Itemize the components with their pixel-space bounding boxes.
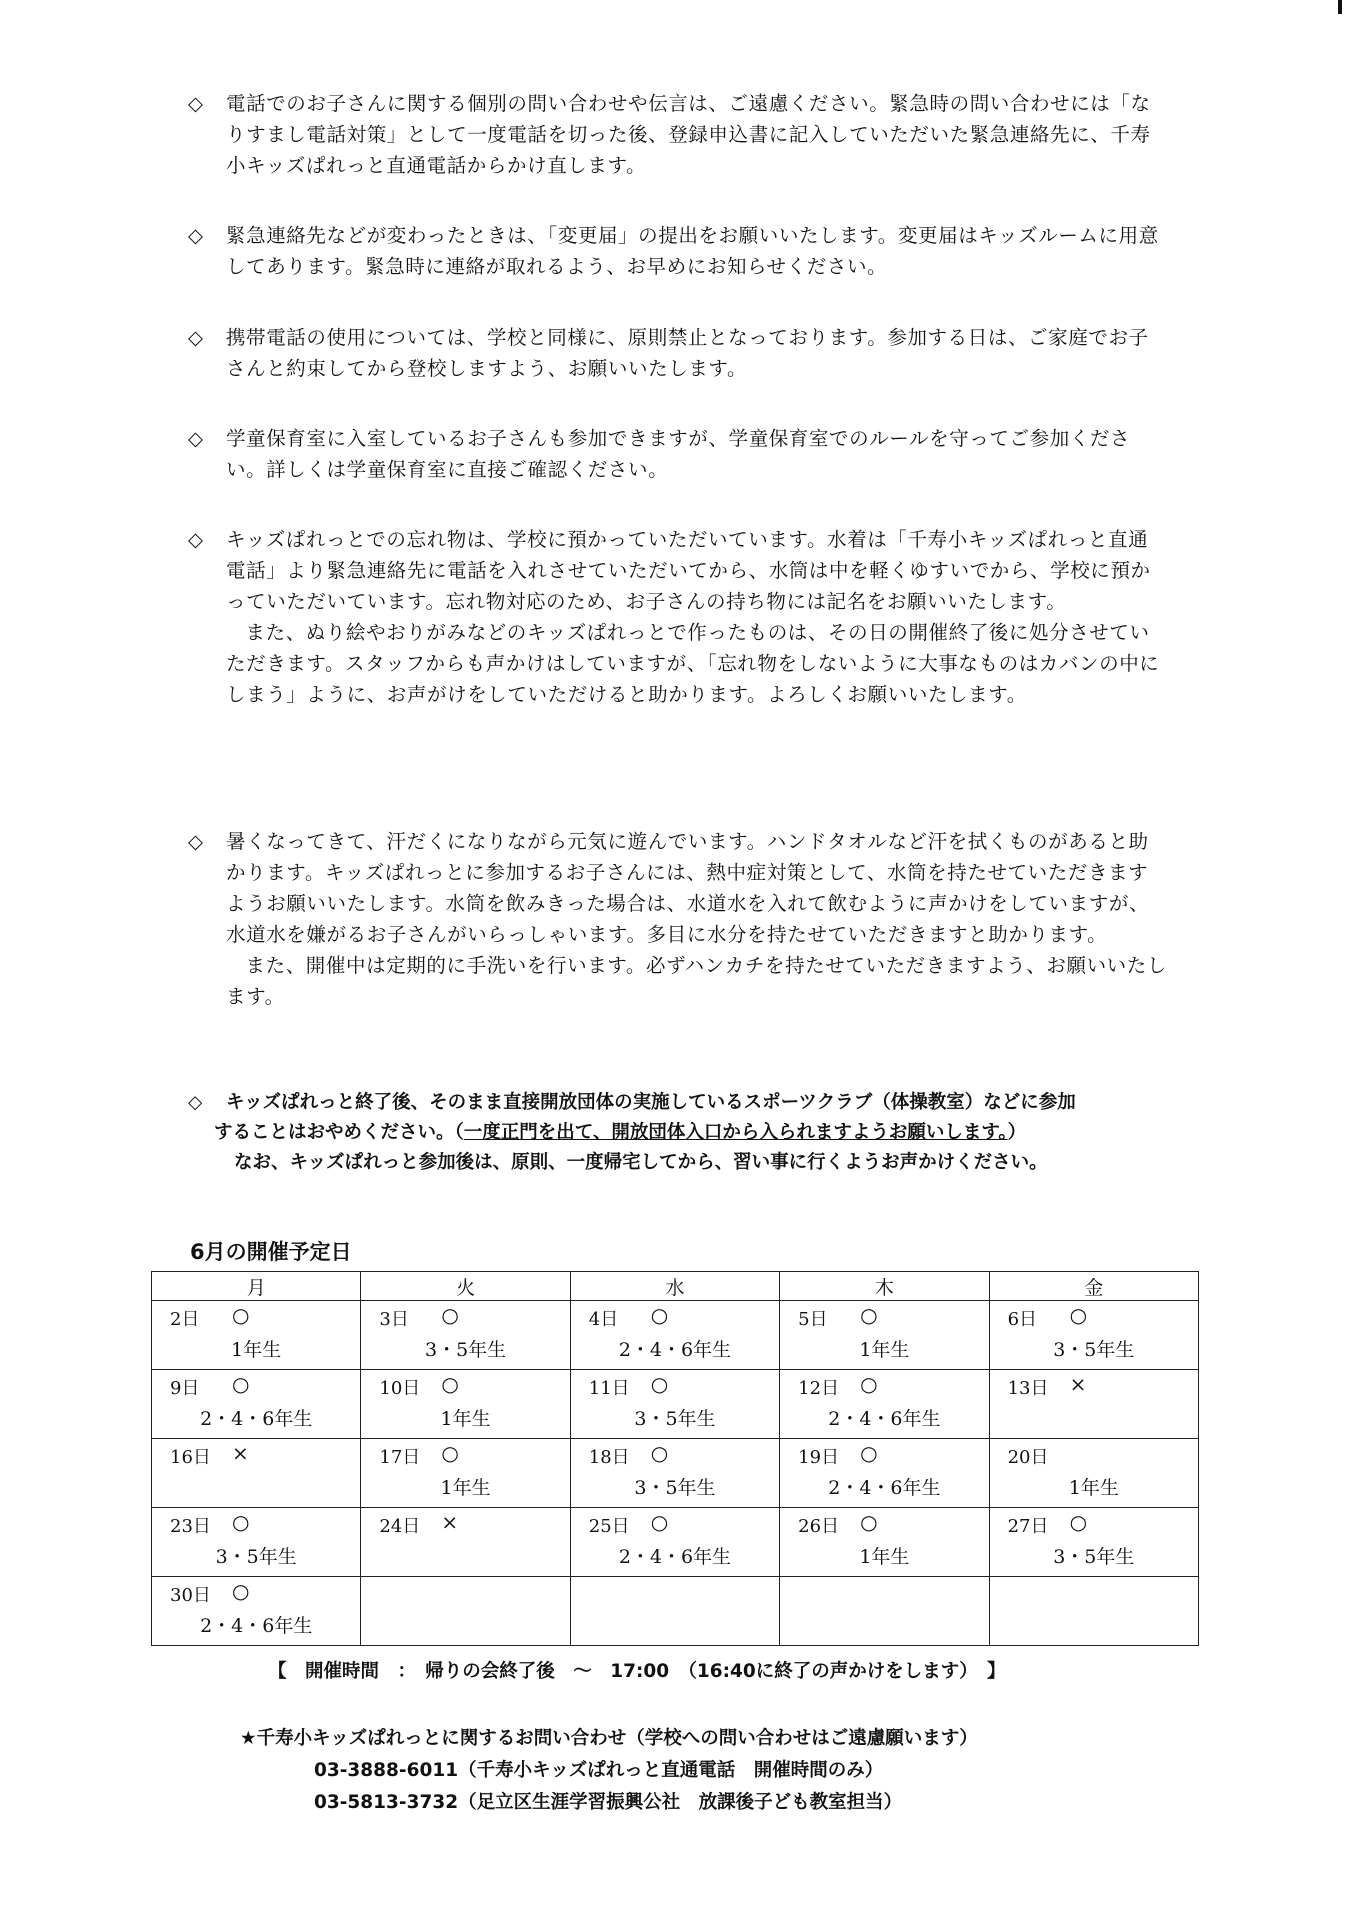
day-grade: 3・5年生 [634,1477,716,1499]
day-status-mark: ○ [860,1510,878,1534]
day-status-mark: ○ [650,1441,669,1465]
schedule-day-cell [361,1439,570,1508]
schedule-day-cell [152,1301,361,1370]
notice-text: また、ぬり絵やおりがみなどのキッズぱれっとで作ったものは、その日の開催終了後に処分させていただきます。スタッフからも声かけはしていますが、「忘れ物をしないように大事なものはカバンの中にしまう」ように、お声がけをしていただけると助かります。よろしくお願いいたします。 [226,621,1160,706]
day-status-mark: ○ [860,1303,878,1327]
bold-notice-text: することはおやめください。（ [214,1122,464,1143]
notice-phone-inquiries [188,88,1168,181]
schedule-table [151,1271,1199,1646]
day-grade: 3・5年生 [1053,1546,1135,1568]
schedule-day-cell [780,1577,989,1646]
day-grade: 3・5年生 [215,1546,297,1568]
day-grade: 3・5年生 [1053,1339,1135,1361]
schedule-day-cell [570,1301,779,1370]
contact-info [240,1723,978,1819]
day-status-mark: ○ [232,1579,250,1603]
day-status-mark: ○ [650,1510,669,1534]
weekday-header: 月 [152,1272,361,1301]
schedule-week-row [152,1301,1199,1370]
day-date: 2日 [170,1309,200,1330]
day-date: 4日 [588,1309,619,1330]
day-date: 19日 [798,1447,840,1468]
day-date: 5日 [798,1309,828,1330]
day-status-mark: ○ [232,1510,250,1534]
diamond-bullet-icon: ◇ [188,1092,203,1113]
notice-text: 暑くなってきて、汗だくになりながら元気に遊んでいます。ハンドタオルなど汗を拭くものがあると助かります。キッズぱれっとに参加するお子さんには、熱中症対策として、水筒を持たせていただきますようお願いいたします。水筒を飲みきった場合は、水道水を入れて飲むように声かけをしていますが、水道水を嫌がるお子さんがいらっしゃいます。多目に水分を持たせていただきますと助かります。 [226,830,1150,946]
day-grade: 1年生 [859,1546,910,1568]
day-status-mark: ○ [441,1441,459,1465]
day-date: 18日 [588,1447,630,1468]
day-date: 10日 [379,1378,421,1399]
schedule-day-cell [780,1439,989,1508]
schedule-day-cell [361,1301,570,1370]
contact-phone-line: 03-3888-6011（千寿小キッズぱれっと直通電話 開催時間のみ） [314,1760,884,1781]
notice-text: 携帯電話の使用については、学校と同様に、原則禁止となっております。参加する日は、ご家庭でお子さんと約束してから登校しますよう、お願いいたします。 [226,326,1149,380]
schedule-day-cell [152,1439,361,1508]
day-date: 12日 [798,1378,840,1399]
schedule-day-cell [989,1577,1198,1646]
day-grade: 2・4・6年生 [200,1408,313,1430]
notice-text: キッズぱれっとでの忘れ物は、学校に預かっていただいています。水着は「千寿小キッズぱれっと直通電話」より緊急連絡先に電話を入れさせていただいてから、水筒は中を軽くゆすいでから、学校に預かっていただいています。忘れ物対応のため、お子さんの持ち物には記名をお願いいたします。 [226,528,1151,613]
day-grade: 2・4・6年生 [618,1339,732,1361]
day-date: 26日 [798,1516,840,1537]
day-date: 13日 [1007,1378,1049,1399]
notice-text: 学童保育室に入室しているお子さんも参加できますが、学童保育室でのルールを守ってご参加ください。詳しくは学童保育室に直接ご確認ください。 [226,427,1131,481]
day-date: 25日 [588,1516,630,1537]
day-date: 24日 [379,1516,421,1537]
notice-text: 緊急連絡先などが変わったときは、「変更届」の提出をお願いいたします。変更届はキッズルームに用意してあります。緊急時に連絡が取れるよう、お早めにお知らせください。 [226,224,1159,278]
diamond-bullet-icon: ◇ [188,528,204,551]
day-grade: 2・4・6年生 [828,1477,941,1499]
notice-text: 電話でのお子さんに関する個別の問い合わせや伝言は、ご遠慮ください。緊急時の問い合わせには「なりすまし電話対策」として一度電話を切った後、登録申込書に記入していただいた緊急連絡先に、千寿小キッズぱれっと直通電話からかけ直します。 [226,92,1151,177]
schedule-day-cell [570,1508,779,1577]
day-date: 6日 [1007,1309,1038,1330]
schedule-day-cell [989,1508,1198,1577]
scan-corner-mark [1338,0,1342,14]
day-status-mark: ○ [860,1441,878,1465]
schedule-day-cell [570,1370,779,1439]
schedule-day-cell [152,1577,361,1646]
bold-notice-line: キッズぱれっと終了後、そのまま直接開放団体の実施しているスポーツクラブ（体操教室）などに参加 [226,1092,1076,1113]
day-status-mark: ○ [1069,1303,1088,1327]
day-status-mark: ○ [441,1372,459,1396]
day-status-mark: × [1069,1372,1087,1396]
diamond-bullet-icon: ◇ [188,326,204,349]
notice-sports-club [188,1088,1188,1178]
day-grade: 1年生 [1068,1477,1119,1499]
weekday-header: 水 [570,1272,779,1301]
schedule-day-cell [780,1508,989,1577]
schedule-day-cell [152,1508,361,1577]
day-date: 30日 [170,1585,211,1606]
schedule-day-cell [989,1301,1198,1370]
day-status-mark: ○ [441,1303,459,1327]
diamond-bullet-icon: ◇ [188,224,204,247]
day-date: 23日 [170,1516,211,1537]
schedule-day-cell [361,1370,570,1439]
schedule-title: 6月の開催予定日 [190,1240,352,1264]
day-grade: 1年生 [231,1339,282,1361]
weekday-header: 火 [361,1272,570,1301]
day-grade: 1年生 [859,1339,910,1361]
schedule-day-cell [361,1577,570,1646]
day-status-mark: ○ [232,1372,250,1396]
contact-phone-line: 03-5813-3732（足立区生涯学習振興公社 放課後子ども教室担当） [314,1792,903,1813]
day-status-mark: ○ [860,1372,878,1396]
day-status-mark: ○ [232,1303,250,1327]
schedule-day-cell [989,1439,1198,1508]
day-date: 3日 [379,1309,409,1330]
bold-notice-line: なお、キッズぱれっと参加後は、原則、一度帰宅してから、習い事に行くようお声かけください。 [234,1152,1048,1173]
schedule-day-cell [570,1439,779,1508]
weekday-header: 金 [989,1272,1198,1301]
day-date: 27日 [1007,1516,1049,1537]
day-grade: 3・5年生 [634,1408,716,1430]
schedule-week-row [152,1577,1199,1646]
bold-notice-line [188,1118,1188,1148]
contact-heading: ★千寿小キッズぱれっとに関するお問い合わせ（学校への問い合わせはご遠慮願います） [240,1728,978,1749]
schedule-day-cell [989,1370,1198,1439]
diamond-bullet-icon: ◇ [188,92,204,115]
notice-heatstroke [188,826,1168,1012]
schedule-day-cell [361,1508,570,1577]
day-grade: 1年生 [440,1477,491,1499]
day-grade: 2・4・6年生 [618,1546,732,1568]
day-status-mark: ○ [650,1303,669,1327]
weekday-header: 木 [780,1272,989,1301]
day-grade: 2・4・6年生 [200,1615,313,1637]
notice-change-form [188,220,1168,282]
schedule-day-cell [780,1370,989,1439]
day-grade: 3・5年生 [424,1339,507,1361]
bold-notice-underlined-text: 一度正門を出て、開放団体入口から入られますようお願いします。 [463,1122,1008,1143]
day-status-mark: ○ [650,1372,669,1396]
day-grade: 2・4・6年生 [828,1408,941,1430]
notice-text: また、開催中は定期的に手洗いを行います。必ずハンカチを持たせていただきますよう、お願いいたします。 [226,954,1167,1008]
weekday-header-row [152,1272,1199,1301]
schedule-day-cell [780,1301,989,1370]
schedule-week-row [152,1439,1199,1508]
opening-hours: 【 開催時間 ： 帰りの会終了後 ～ 17:00 （16:40に終了の声かけをします） 】 [268,1661,1006,1682]
notice-lost-items [188,524,1168,710]
notice-mobile-phones [188,322,1168,384]
schedule-week-row [152,1370,1199,1439]
day-date: 16日 [170,1447,211,1468]
day-date: 17日 [379,1447,421,1468]
schedule-week-row [152,1508,1199,1577]
day-status-mark: ○ [1069,1510,1088,1534]
day-date: 9日 [170,1378,200,1399]
day-grade: 1年生 [440,1408,491,1430]
schedule-day-cell [152,1370,361,1439]
notice-after-school-care [188,423,1168,485]
day-status-mark: × [232,1441,249,1465]
diamond-bullet-icon: ◇ [188,427,204,450]
day-date: 11日 [588,1378,630,1399]
day-status-mark: × [441,1510,459,1534]
diamond-bullet-icon: ◇ [188,830,204,853]
bold-notice-text: ） [1007,1122,1027,1143]
day-date: 20日 [1007,1447,1049,1468]
schedule-day-cell [570,1577,779,1646]
